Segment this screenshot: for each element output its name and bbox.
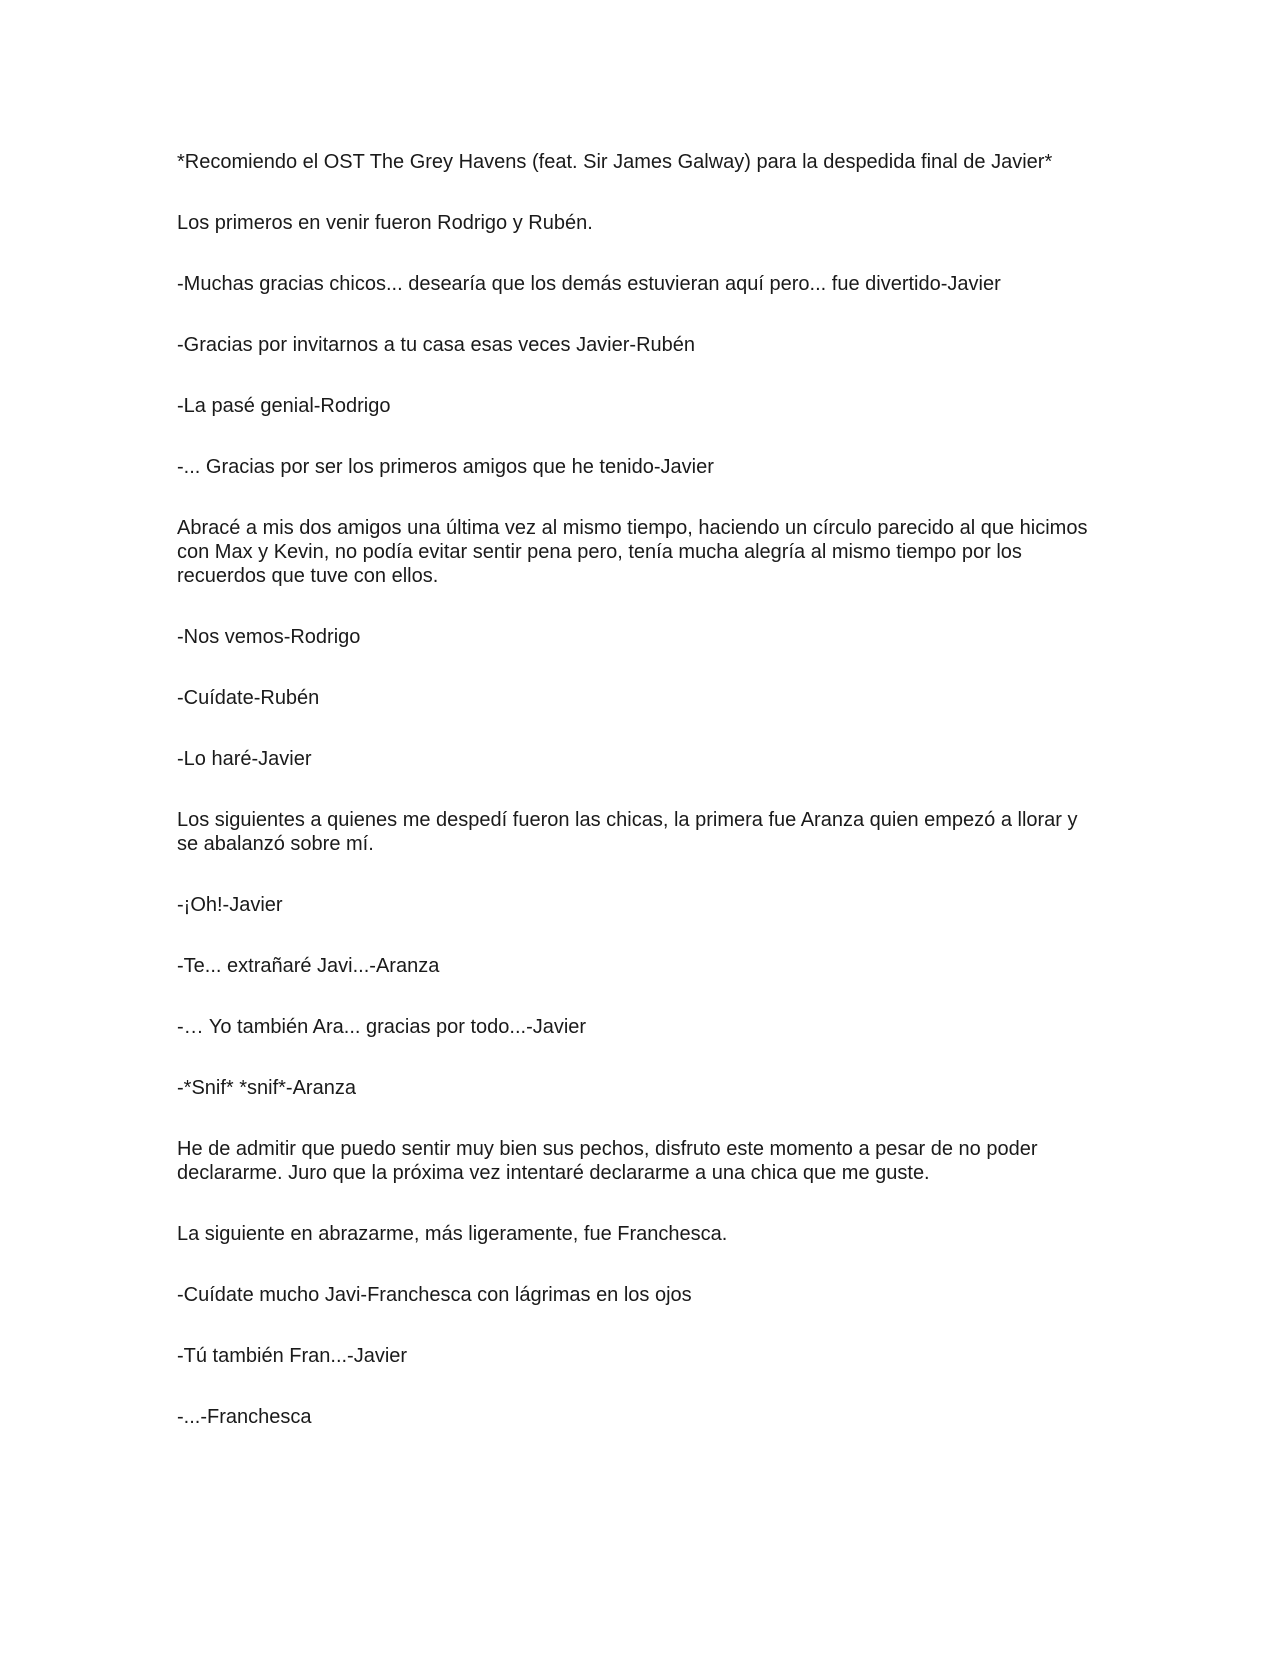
paragraph-dialogue: -Lo haré-Javier [177,748,312,770]
paragraph-narration: Los primeros en venir fueron Rodrigo y Rubén. [177,212,593,234]
paragraph-ost-note: *Recomiendo el OST The Grey Havens (feat. Sir James Galway) para la despedida final de Javier* [177,151,1053,173]
paragraph-dialogue: -Tú también Fran...-Javier [177,1345,408,1367]
paragraph-narration: Los siguientes a quienes me despedí fueron las chicas, la primera fue Aranza quien empezó a llorar y se abalanzó sobre mí. [177,809,1078,855]
paragraph-narration: La siguiente en abrazarme, más ligeramente, fue Franchesca. [177,1223,728,1245]
paragraph-dialogue: -Gracias por invitarnos a tu casa esas veces Javier-Rubén [177,334,696,356]
paragraph-dialogue: -... Gracias por ser los primeros amigos que he tenido-Javier [177,456,714,478]
paragraph-dialogue: -Muchas gracias chicos... desearía que los demás estuvieran aquí pero... fue divertido-Javier [177,273,1001,295]
paragraph-dialogue: -Cuídate mucho Javi-Franchesca con lágrimas en los ojos [177,1284,692,1306]
paragraph-narration: Abracé a mis dos amigos una última vez al mismo tiempo, haciendo un círculo parecido al que hicimos con Max y Kevin, no podía evitar sentir pena pero, tenía mucha alegría al mismo tiempo por los recuerdos que tuve con ellos. [177,517,1088,587]
document-body [177,150,1097,1466]
paragraph-narration: He de admitir que puedo sentir muy bien sus pechos, disfruto este momento a pesar de no poder declararme. Juro que la próxima vez intentaré declararme a una chica que me guste. [177,1138,1038,1184]
paragraph-dialogue: -Nos vemos-Rodrigo [177,626,361,648]
paragraph-dialogue: -*Snif* *snif*-Aranza [177,1077,356,1099]
paragraph-dialogue: -Te... extrañaré Javi...-Aranza [177,955,440,977]
paragraph-dialogue: -...-Franchesca [177,1406,312,1428]
paragraph-dialogue: -Cuídate-Rubén [177,687,320,709]
paragraph-dialogue: -… Yo también Ara... gracias por todo...-Javier [177,1016,587,1038]
paragraph-dialogue: -¡Oh!-Javier [177,894,283,916]
paragraph-dialogue: -La pasé genial-Rodrigo [177,395,391,417]
